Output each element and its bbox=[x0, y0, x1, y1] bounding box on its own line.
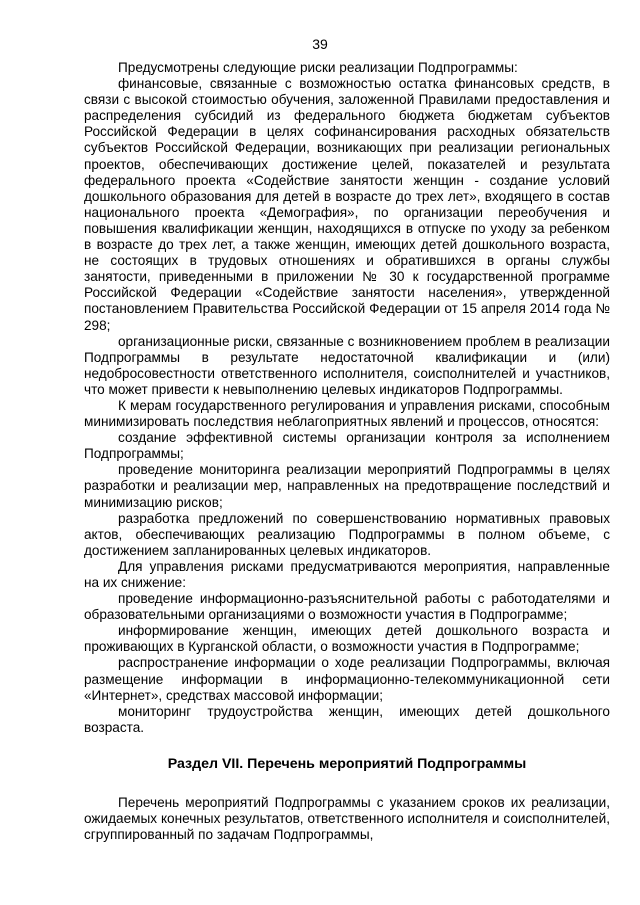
control-system-paragraph: создание эффективной системы организации контроля за исполнением Подпрограммы; bbox=[84, 430, 610, 462]
employment-monitoring-paragraph: мониторинг трудоустройства женщин, имеющих детей дошкольного возраста. bbox=[84, 703, 610, 735]
page-content bbox=[84, 60, 610, 843]
explanatory-work-paragraph: проведение информационно-разъяснительной работы с работодателями и образовательными организациями о возможности участия в Подпрограмме; bbox=[84, 591, 610, 623]
section-heading: Раздел VII. Перечень мероприятий Подпрограммы bbox=[167, 755, 527, 772]
risks-intro-paragraph: Предусмотрены следующие риски реализации Подпрограммы: bbox=[118, 60, 518, 75]
organizational-risks-paragraph: организационные риски, связанные с возникновением проблем в реализации Подпрограммы в результате недостаточной квалификации и (или) недобросовестности ответственного исполнителя, соисполнителей и участников, что может привести к невыполнению целевых индикаторов Подпрограммы. bbox=[84, 333, 610, 397]
financial-risks-paragraph: финансовые, связанные с возможностью остатка финансовых средств, в связи с высокой стоимостью обучения, заложенной Правилами предоставления и распределения субсидий из федерального бюджета бюджетам субъектов Российской Федерации в целях софинансирования расходных обязательств субъектов Российской Федерации, возникающих при реализации региональных проектов, обеспечивающих достижение целей, показателей и результата федерального проекта «Содействие занятости женщин - создание условий дошкольного образования для детей в возрасте до трех лет», входящего в состав национального проекта «Демография», по организации переобучения и повышения квалификации женщин, находящихся в отпуске по уходу за ребенком в возрасте до трех лет, а также женщин, имеющих детей дошкольного возраста, не состоящих в трудовых отношениях и обратившихся в органы службы занятости, приведенными в приложении № 30 к государственной программе Российской Федерации «Содействие занятости населения», утвержденной постановлением Правительства Российской Федерации от 15 апреля 2014 года № 298; bbox=[84, 76, 610, 333]
legal-acts-paragraph: разработка предложений по совершенствованию нормативных правовых актов, обеспечивающих реализацию Подпрограммы в полном объеме, с достижением запланированных целевых индикаторов. bbox=[84, 510, 610, 558]
informing-women-paragraph: информирование женщин, имеющих детей дошкольного возраста и проживающих в Курганской области, о возможности участия в Подпрограмме; bbox=[84, 623, 610, 655]
risk-management-paragraph: Для управления рисками предусматриваются мероприятия, направленные на их снижение: bbox=[84, 558, 610, 590]
regulation-measures-paragraph: К мерам государственного регулирования и управления рисками, способным минимизировать последствия неблагоприятных явлений и процессов, относятся: bbox=[84, 397, 610, 430]
monitoring-paragraph: проведение мониторинга реализации мероприятий Подпрограммы в целях разработки и реализации мер, направленных на предотвращение последствий и минимизацию рисков; bbox=[84, 462, 610, 510]
information-dissemination-paragraph: распространение информации о ходе реализации Подпрограммы, включая размещение информации в информационно-телекоммуникационной сети «Интернет», средствах массовой информации; bbox=[84, 655, 610, 703]
activities-list-paragraph: Перечень мероприятий Подпрограммы с указанием сроков их реализации, ожидаемых конечных результатов, ответственного исполнителя и соисполнителей, сгруппированный по задачам Подпрограммы, bbox=[84, 794, 610, 843]
page-number: 39 bbox=[312, 36, 328, 52]
